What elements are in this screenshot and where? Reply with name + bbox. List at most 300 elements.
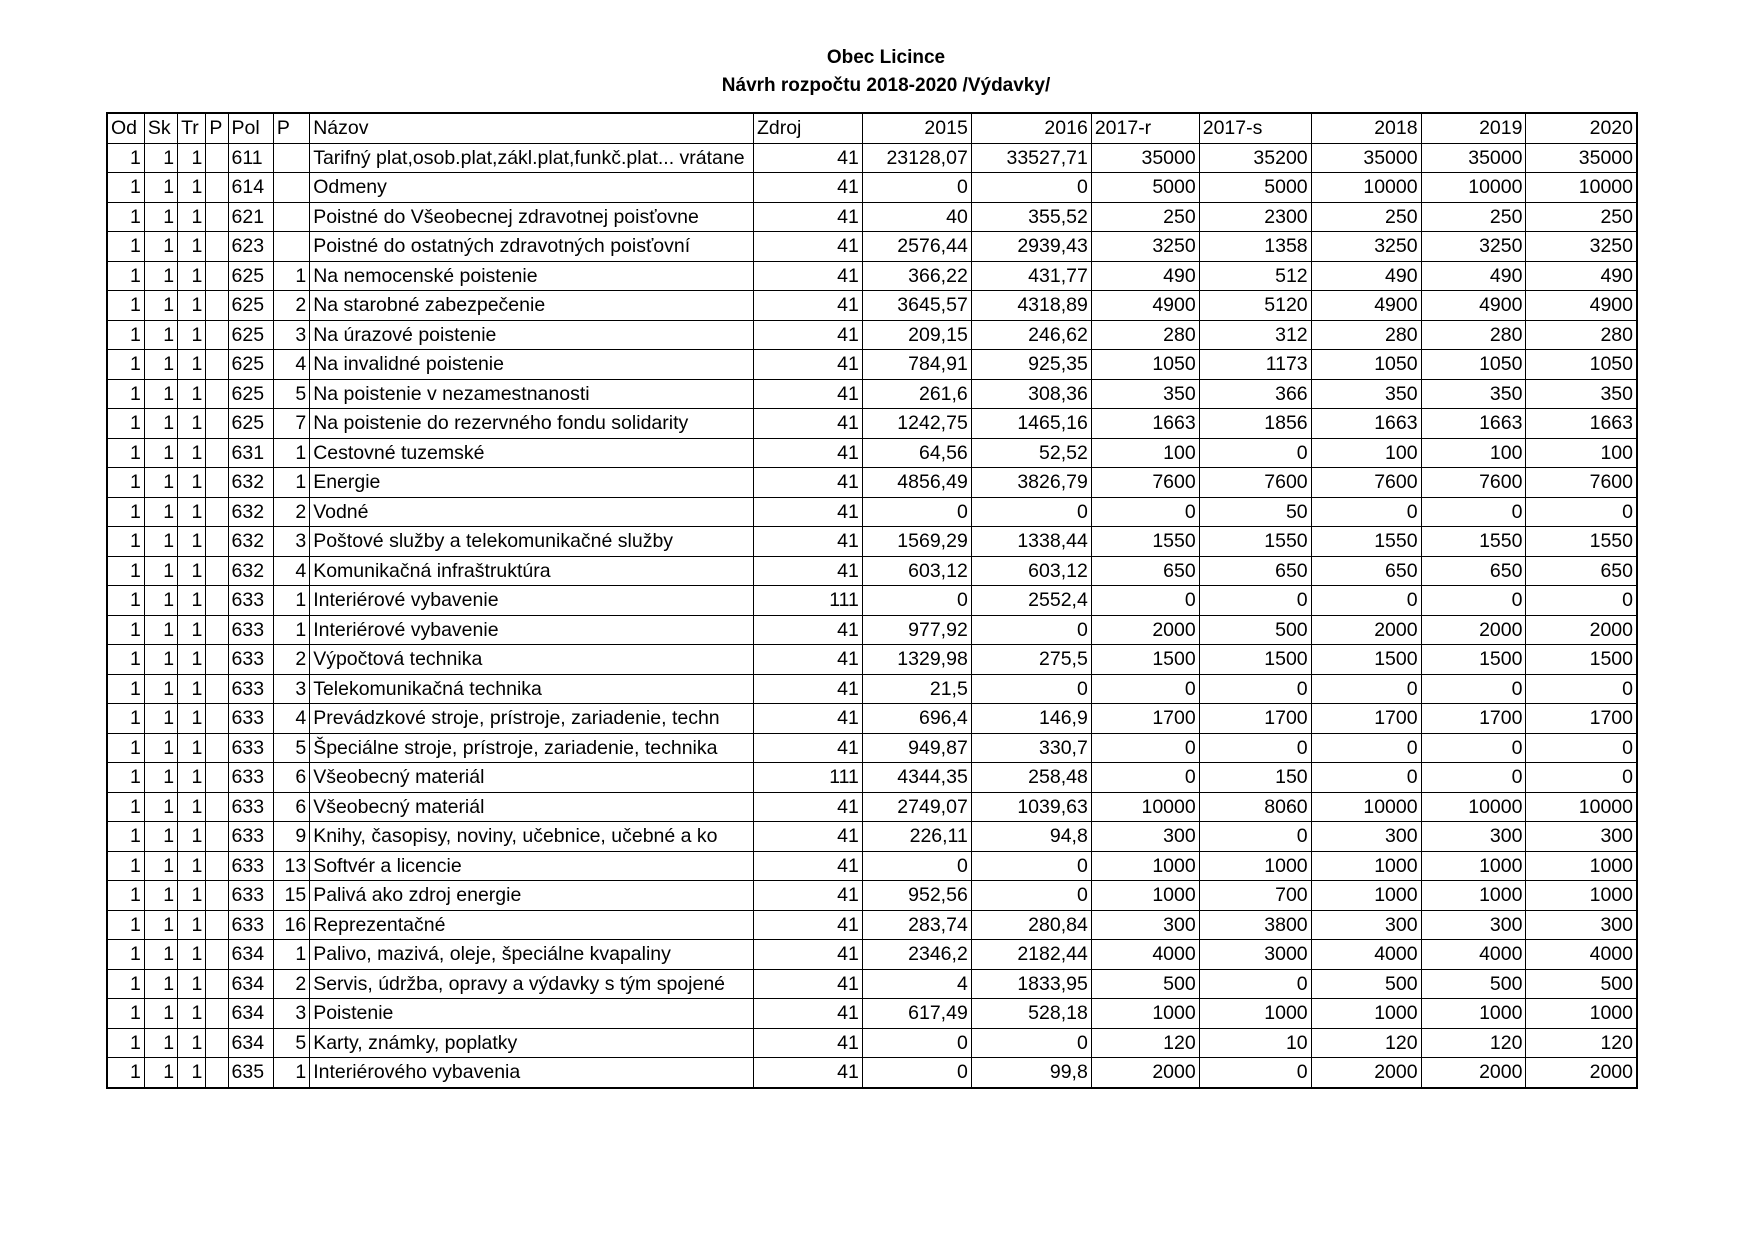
cell-col-2016: 1465,16 xyxy=(971,409,1091,439)
cell-col-2017-r: 0 xyxy=(1091,733,1199,763)
cell-col-2019: 1500 xyxy=(1421,645,1526,675)
cell-col-2015: 0 xyxy=(862,586,971,616)
cell-col-2018: 0 xyxy=(1311,497,1421,527)
cell-col-sk: 1 xyxy=(144,615,177,645)
cell-col-p xyxy=(206,763,228,793)
cell-col-2020: 7600 xyxy=(1526,468,1637,498)
cell-col-2017-s: 1700 xyxy=(1199,704,1311,734)
cell-col-2017-s: 0 xyxy=(1199,1058,1311,1088)
cell-col-pol: 634 xyxy=(228,999,273,1029)
cell-col-pol: 625 xyxy=(228,291,273,321)
cell-col-nazov: Na úrazové poistenie xyxy=(310,320,754,350)
cell-col-p2: 4 xyxy=(273,704,309,734)
cell-col-p xyxy=(206,674,228,704)
cell-col-p2: 3 xyxy=(273,999,309,1029)
cell-col-2017-r: 490 xyxy=(1091,261,1199,291)
cell-col-p2 xyxy=(273,232,309,262)
header-col-2018: 2018 xyxy=(1311,113,1421,143)
cell-col-2017-r: 1000 xyxy=(1091,999,1199,1029)
cell-col-p2: 1 xyxy=(273,1058,309,1088)
cell-col-2020: 300 xyxy=(1526,822,1637,852)
cell-col-zdroj: 41 xyxy=(753,999,862,1029)
table-body xyxy=(107,143,1637,1088)
cell-col-zdroj: 111 xyxy=(753,763,862,793)
cell-col-2019: 1000 xyxy=(1421,851,1526,881)
cell-col-2015: 0 xyxy=(862,497,971,527)
cell-col-pol: 633 xyxy=(228,704,273,734)
cell-col-nazov: Na poistenie v nezamestnanosti xyxy=(310,379,754,409)
cell-col-pol: 634 xyxy=(228,969,273,999)
cell-col-od: 1 xyxy=(107,733,144,763)
cell-col-2015: 4344,35 xyxy=(862,763,971,793)
cell-col-2016: 1833,95 xyxy=(971,969,1091,999)
table-row xyxy=(107,704,1637,734)
cell-col-2017-s: 0 xyxy=(1199,586,1311,616)
table-row xyxy=(107,320,1637,350)
cell-col-zdroj: 41 xyxy=(753,173,862,203)
cell-col-sk: 1 xyxy=(144,999,177,1029)
cell-col-2018: 1663 xyxy=(1311,409,1421,439)
cell-col-pol: 621 xyxy=(228,202,273,232)
cell-col-2017-r: 5000 xyxy=(1091,173,1199,203)
cell-col-zdroj: 41 xyxy=(753,261,862,291)
cell-col-p xyxy=(206,379,228,409)
cell-col-2018: 280 xyxy=(1311,320,1421,350)
cell-col-sk: 1 xyxy=(144,468,177,498)
cell-col-pol: 625 xyxy=(228,320,273,350)
cell-col-2017-r: 0 xyxy=(1091,674,1199,704)
cell-col-2017-s: 0 xyxy=(1199,969,1311,999)
cell-col-2018: 35000 xyxy=(1311,143,1421,173)
cell-col-nazov: Výpočtová technika xyxy=(310,645,754,675)
cell-col-zdroj: 41 xyxy=(753,792,862,822)
table-row xyxy=(107,792,1637,822)
cell-col-2015: 226,11 xyxy=(862,822,971,852)
cell-col-2018: 1550 xyxy=(1311,527,1421,557)
table-row xyxy=(107,822,1637,852)
cell-col-2017-r: 3250 xyxy=(1091,232,1199,262)
cell-col-od: 1 xyxy=(107,350,144,380)
cell-col-sk: 1 xyxy=(144,232,177,262)
cell-col-2015: 209,15 xyxy=(862,320,971,350)
cell-col-2017-r: 120 xyxy=(1091,1028,1199,1058)
cell-col-2015: 949,87 xyxy=(862,733,971,763)
cell-col-tr: 1 xyxy=(178,733,206,763)
cell-col-2019: 650 xyxy=(1421,556,1526,586)
cell-col-pol: 633 xyxy=(228,674,273,704)
cell-col-2019: 0 xyxy=(1421,674,1526,704)
cell-col-2016: 0 xyxy=(971,497,1091,527)
cell-col-sk: 1 xyxy=(144,291,177,321)
table-row xyxy=(107,350,1637,380)
cell-col-2017-r: 0 xyxy=(1091,497,1199,527)
cell-col-zdroj: 41 xyxy=(753,851,862,881)
cell-col-p2: 16 xyxy=(273,910,309,940)
table-row xyxy=(107,202,1637,232)
cell-col-p xyxy=(206,291,228,321)
table-row xyxy=(107,1058,1637,1088)
cell-col-2016: 2939,43 xyxy=(971,232,1091,262)
cell-col-2017-s: 50 xyxy=(1199,497,1311,527)
cell-col-2018: 490 xyxy=(1311,261,1421,291)
cell-col-2017-s: 150 xyxy=(1199,763,1311,793)
cell-col-od: 1 xyxy=(107,674,144,704)
cell-col-2020: 1663 xyxy=(1526,409,1637,439)
cell-col-zdroj: 41 xyxy=(753,143,862,173)
cell-col-zdroj: 41 xyxy=(753,202,862,232)
cell-col-nazov: Interiérové vybavenie xyxy=(310,615,754,645)
cell-col-2015: 261,6 xyxy=(862,379,971,409)
cell-col-2017-r: 4000 xyxy=(1091,940,1199,970)
cell-col-2020: 500 xyxy=(1526,969,1637,999)
cell-col-sk: 1 xyxy=(144,881,177,911)
cell-col-2016: 355,52 xyxy=(971,202,1091,232)
cell-col-zdroj: 41 xyxy=(753,822,862,852)
cell-col-2018: 120 xyxy=(1311,1028,1421,1058)
cell-col-2018: 2000 xyxy=(1311,615,1421,645)
cell-col-2016: 925,35 xyxy=(971,350,1091,380)
cell-col-2016: 0 xyxy=(971,851,1091,881)
cell-col-tr: 1 xyxy=(178,468,206,498)
cell-col-2020: 0 xyxy=(1526,763,1637,793)
cell-col-zdroj: 41 xyxy=(753,704,862,734)
cell-col-2017-s: 512 xyxy=(1199,261,1311,291)
cell-col-nazov: Softvér a licencie xyxy=(310,851,754,881)
cell-col-nazov: Servis, údržba, opravy a výdavky s tým spojené xyxy=(310,969,754,999)
cell-col-pol: 635 xyxy=(228,1058,273,1088)
cell-col-sk: 1 xyxy=(144,320,177,350)
cell-col-2020: 120 xyxy=(1526,1028,1637,1058)
cell-col-2018: 2000 xyxy=(1311,1058,1421,1088)
cell-col-p xyxy=(206,527,228,557)
cell-col-2015: 2346,2 xyxy=(862,940,971,970)
cell-col-nazov: Interiérového vybavenia xyxy=(310,1058,754,1088)
cell-col-2015: 1242,75 xyxy=(862,409,971,439)
document-subtitle: Návrh rozpočtu 2018-2020 /Výdavky/ xyxy=(721,75,1051,96)
cell-col-tr: 1 xyxy=(178,202,206,232)
cell-col-2018: 300 xyxy=(1311,910,1421,940)
cell-col-2018: 350 xyxy=(1311,379,1421,409)
cell-col-sk: 1 xyxy=(144,1058,177,1088)
cell-col-2020: 0 xyxy=(1526,733,1637,763)
cell-col-pol: 633 xyxy=(228,615,273,645)
cell-col-2017-s: 0 xyxy=(1199,733,1311,763)
cell-col-2020: 0 xyxy=(1526,674,1637,704)
cell-col-sk: 1 xyxy=(144,350,177,380)
cell-col-p2: 1 xyxy=(273,438,309,468)
cell-col-2018: 10000 xyxy=(1311,792,1421,822)
cell-col-p2: 5 xyxy=(273,733,309,763)
cell-col-od: 1 xyxy=(107,232,144,262)
cell-col-p xyxy=(206,822,228,852)
cell-col-sk: 1 xyxy=(144,910,177,940)
cell-col-2017-s: 7600 xyxy=(1199,468,1311,498)
cell-col-2016: 246,62 xyxy=(971,320,1091,350)
cell-col-p2 xyxy=(273,143,309,173)
table-row xyxy=(107,763,1637,793)
cell-col-2016: 4318,89 xyxy=(971,291,1091,321)
document-header xyxy=(0,44,1754,100)
cell-col-nazov: Prevádzkové stroje, prístroje, zariadenie, techn xyxy=(310,704,754,734)
cell-col-2015: 1569,29 xyxy=(862,527,971,557)
cell-col-nazov: Všeobecný materiál xyxy=(310,763,754,793)
cell-col-pol: 631 xyxy=(228,438,273,468)
cell-col-2020: 4000 xyxy=(1526,940,1637,970)
cell-col-od: 1 xyxy=(107,379,144,409)
cell-col-2019: 2000 xyxy=(1421,1058,1526,1088)
cell-col-2016: 275,5 xyxy=(971,645,1091,675)
cell-col-pol: 632 xyxy=(228,497,273,527)
cell-col-2016: 1338,44 xyxy=(971,527,1091,557)
cell-col-2017-r: 250 xyxy=(1091,202,1199,232)
cell-col-pol: 633 xyxy=(228,763,273,793)
cell-col-2019: 1050 xyxy=(1421,350,1526,380)
cell-col-tr: 1 xyxy=(178,586,206,616)
cell-col-od: 1 xyxy=(107,497,144,527)
cell-col-od: 1 xyxy=(107,202,144,232)
cell-col-2016: 258,48 xyxy=(971,763,1091,793)
cell-col-p xyxy=(206,143,228,173)
cell-col-sk: 1 xyxy=(144,173,177,203)
cell-col-2020: 1000 xyxy=(1526,999,1637,1029)
cell-col-nazov: Knihy, časopisy, noviny, učebnice, učebné a ko xyxy=(310,822,754,852)
cell-col-2020: 3250 xyxy=(1526,232,1637,262)
cell-col-p xyxy=(206,468,228,498)
cell-col-tr: 1 xyxy=(178,556,206,586)
cell-col-p xyxy=(206,704,228,734)
cell-col-od: 1 xyxy=(107,704,144,734)
cell-col-2017-s: 366 xyxy=(1199,379,1311,409)
cell-col-zdroj: 41 xyxy=(753,1028,862,1058)
cell-col-2016: 94,8 xyxy=(971,822,1091,852)
cell-col-2020: 280 xyxy=(1526,320,1637,350)
cell-col-2017-r: 650 xyxy=(1091,556,1199,586)
cell-col-nazov: Všeobecný materiál xyxy=(310,792,754,822)
cell-col-pol: 632 xyxy=(228,468,273,498)
cell-col-pol: 632 xyxy=(228,527,273,557)
cell-col-2017-s: 5120 xyxy=(1199,291,1311,321)
cell-col-p2: 9 xyxy=(273,822,309,852)
table-row xyxy=(107,615,1637,645)
cell-col-nazov: Palivá ako zdroj energie xyxy=(310,881,754,911)
cell-col-2018: 0 xyxy=(1311,733,1421,763)
cell-col-zdroj: 41 xyxy=(753,881,862,911)
cell-col-2020: 1500 xyxy=(1526,645,1637,675)
cell-col-sk: 1 xyxy=(144,792,177,822)
cell-col-2019: 1663 xyxy=(1421,409,1526,439)
cell-col-p xyxy=(206,232,228,262)
cell-col-pol: 633 xyxy=(228,851,273,881)
cell-col-2017-s: 700 xyxy=(1199,881,1311,911)
cell-col-od: 1 xyxy=(107,851,144,881)
table-row xyxy=(107,173,1637,203)
cell-col-p xyxy=(206,202,228,232)
cell-col-2015: 952,56 xyxy=(862,881,971,911)
cell-col-od: 1 xyxy=(107,527,144,557)
cell-col-2017-s: 312 xyxy=(1199,320,1311,350)
cell-col-p2: 2 xyxy=(273,291,309,321)
cell-col-2018: 250 xyxy=(1311,202,1421,232)
header-col-2016: 2016 xyxy=(971,113,1091,143)
cell-col-2016: 0 xyxy=(971,1028,1091,1058)
cell-col-2019: 1000 xyxy=(1421,881,1526,911)
cell-col-sk: 1 xyxy=(144,438,177,468)
cell-col-2017-r: 300 xyxy=(1091,822,1199,852)
cell-col-tr: 1 xyxy=(178,674,206,704)
cell-col-tr: 1 xyxy=(178,350,206,380)
cell-col-od: 1 xyxy=(107,1058,144,1088)
cell-col-2017-r: 1000 xyxy=(1091,881,1199,911)
cell-col-2015: 283,74 xyxy=(862,910,971,940)
cell-col-sk: 1 xyxy=(144,409,177,439)
cell-col-2017-r: 280 xyxy=(1091,320,1199,350)
cell-col-2020: 10000 xyxy=(1526,173,1637,203)
table-row xyxy=(107,232,1637,262)
cell-col-tr: 1 xyxy=(178,881,206,911)
table-row xyxy=(107,468,1637,498)
cell-col-p2 xyxy=(273,173,309,203)
cell-col-p xyxy=(206,320,228,350)
cell-col-2015: 617,49 xyxy=(862,999,971,1029)
cell-col-p2: 3 xyxy=(273,674,309,704)
cell-col-2016: 33527,71 xyxy=(971,143,1091,173)
cell-col-2018: 100 xyxy=(1311,438,1421,468)
cell-col-pol: 633 xyxy=(228,822,273,852)
header-col-2017-s: 2017-s xyxy=(1199,113,1311,143)
cell-col-2019: 490 xyxy=(1421,261,1526,291)
cell-col-tr: 1 xyxy=(178,497,206,527)
cell-col-nazov: Interiérové vybavenie xyxy=(310,586,754,616)
cell-col-nazov: Komunikačná infraštruktúra xyxy=(310,556,754,586)
cell-col-od: 1 xyxy=(107,291,144,321)
header-col-tr: Tr xyxy=(178,113,206,143)
cell-col-p2: 2 xyxy=(273,645,309,675)
cell-col-nazov: Energie xyxy=(310,468,754,498)
cell-col-od: 1 xyxy=(107,999,144,1029)
cell-col-p2: 1 xyxy=(273,586,309,616)
cell-col-p2: 1 xyxy=(273,615,309,645)
cell-col-2016: 603,12 xyxy=(971,556,1091,586)
table-row xyxy=(107,969,1637,999)
cell-col-od: 1 xyxy=(107,261,144,291)
cell-col-2017-r: 1500 xyxy=(1091,645,1199,675)
cell-col-zdroj: 41 xyxy=(753,645,862,675)
cell-col-2018: 500 xyxy=(1311,969,1421,999)
cell-col-p2: 3 xyxy=(273,320,309,350)
cell-col-pol: 634 xyxy=(228,1028,273,1058)
cell-col-2020: 10000 xyxy=(1526,792,1637,822)
cell-col-2019: 250 xyxy=(1421,202,1526,232)
cell-col-2017-s: 500 xyxy=(1199,615,1311,645)
cell-col-zdroj: 41 xyxy=(753,438,862,468)
cell-col-2017-s: 650 xyxy=(1199,556,1311,586)
cell-col-nazov: Na poistenie do rezervného fondu solidarity xyxy=(310,409,754,439)
cell-col-od: 1 xyxy=(107,409,144,439)
cell-col-pol: 634 xyxy=(228,940,273,970)
cell-col-p2: 15 xyxy=(273,881,309,911)
cell-col-2020: 0 xyxy=(1526,497,1637,527)
cell-col-2020: 2000 xyxy=(1526,1058,1637,1088)
cell-col-2016: 2182,44 xyxy=(971,940,1091,970)
table-row xyxy=(107,645,1637,675)
cell-col-zdroj: 41 xyxy=(753,409,862,439)
header-col-2019: 2019 xyxy=(1421,113,1526,143)
cell-col-2016: 0 xyxy=(971,674,1091,704)
cell-col-nazov: Na starobné zabezpečenie xyxy=(310,291,754,321)
cell-col-p2: 1 xyxy=(273,940,309,970)
cell-col-2015: 64,56 xyxy=(862,438,971,468)
cell-col-tr: 1 xyxy=(178,1058,206,1088)
header-col-sk: Sk xyxy=(144,113,177,143)
cell-col-2015: 977,92 xyxy=(862,615,971,645)
cell-col-2018: 4900 xyxy=(1311,291,1421,321)
cell-col-sk: 1 xyxy=(144,202,177,232)
cell-col-2020: 35000 xyxy=(1526,143,1637,173)
cell-col-od: 1 xyxy=(107,615,144,645)
cell-col-2016: 431,77 xyxy=(971,261,1091,291)
header-col-pol: Pol xyxy=(228,113,273,143)
cell-col-p2: 2 xyxy=(273,969,309,999)
cell-col-2019: 300 xyxy=(1421,822,1526,852)
cell-col-2018: 1000 xyxy=(1311,999,1421,1029)
cell-col-od: 1 xyxy=(107,468,144,498)
cell-col-2017-s: 1173 xyxy=(1199,350,1311,380)
cell-col-2019: 0 xyxy=(1421,733,1526,763)
cell-col-p xyxy=(206,1028,228,1058)
cell-col-2020: 1050 xyxy=(1526,350,1637,380)
cell-col-pol: 625 xyxy=(228,350,273,380)
cell-col-2016: 528,18 xyxy=(971,999,1091,1029)
header-col-od: Od xyxy=(107,113,144,143)
cell-col-nazov: Cestovné tuzemské xyxy=(310,438,754,468)
cell-col-2019: 0 xyxy=(1421,497,1526,527)
cell-col-p2 xyxy=(273,202,309,232)
cell-col-zdroj: 111 xyxy=(753,586,862,616)
cell-col-2015: 0 xyxy=(862,173,971,203)
document-title: Obec Licince xyxy=(826,47,946,68)
table-row xyxy=(107,999,1637,1029)
cell-col-p xyxy=(206,999,228,1029)
header-col-zdroj: Zdroj xyxy=(753,113,862,143)
cell-col-sk: 1 xyxy=(144,645,177,675)
cell-col-nazov: Poistenie xyxy=(310,999,754,1029)
cell-col-2016: 52,52 xyxy=(971,438,1091,468)
table-row xyxy=(107,143,1637,173)
cell-col-p xyxy=(206,969,228,999)
cell-col-2019: 500 xyxy=(1421,969,1526,999)
cell-col-2015: 366,22 xyxy=(862,261,971,291)
cell-col-zdroj: 41 xyxy=(753,910,862,940)
cell-col-nazov: Poistné do ostatných zdravotných poisťovní xyxy=(310,232,754,262)
cell-col-pol: 623 xyxy=(228,232,273,262)
cell-col-od: 1 xyxy=(107,586,144,616)
cell-col-2017-r: 1550 xyxy=(1091,527,1199,557)
cell-col-pol: 625 xyxy=(228,409,273,439)
cell-col-2019: 4900 xyxy=(1421,291,1526,321)
cell-col-p xyxy=(206,497,228,527)
cell-col-pol: 633 xyxy=(228,645,273,675)
cell-col-2018: 300 xyxy=(1311,822,1421,852)
cell-col-2020: 1000 xyxy=(1526,851,1637,881)
cell-col-2017-s: 0 xyxy=(1199,822,1311,852)
cell-col-2017-s: 0 xyxy=(1199,674,1311,704)
cell-col-2015: 2576,44 xyxy=(862,232,971,262)
cell-col-2016: 2552,4 xyxy=(971,586,1091,616)
cell-col-pol: 633 xyxy=(228,733,273,763)
cell-col-od: 1 xyxy=(107,143,144,173)
table-row xyxy=(107,409,1637,439)
cell-col-pol: 614 xyxy=(228,173,273,203)
